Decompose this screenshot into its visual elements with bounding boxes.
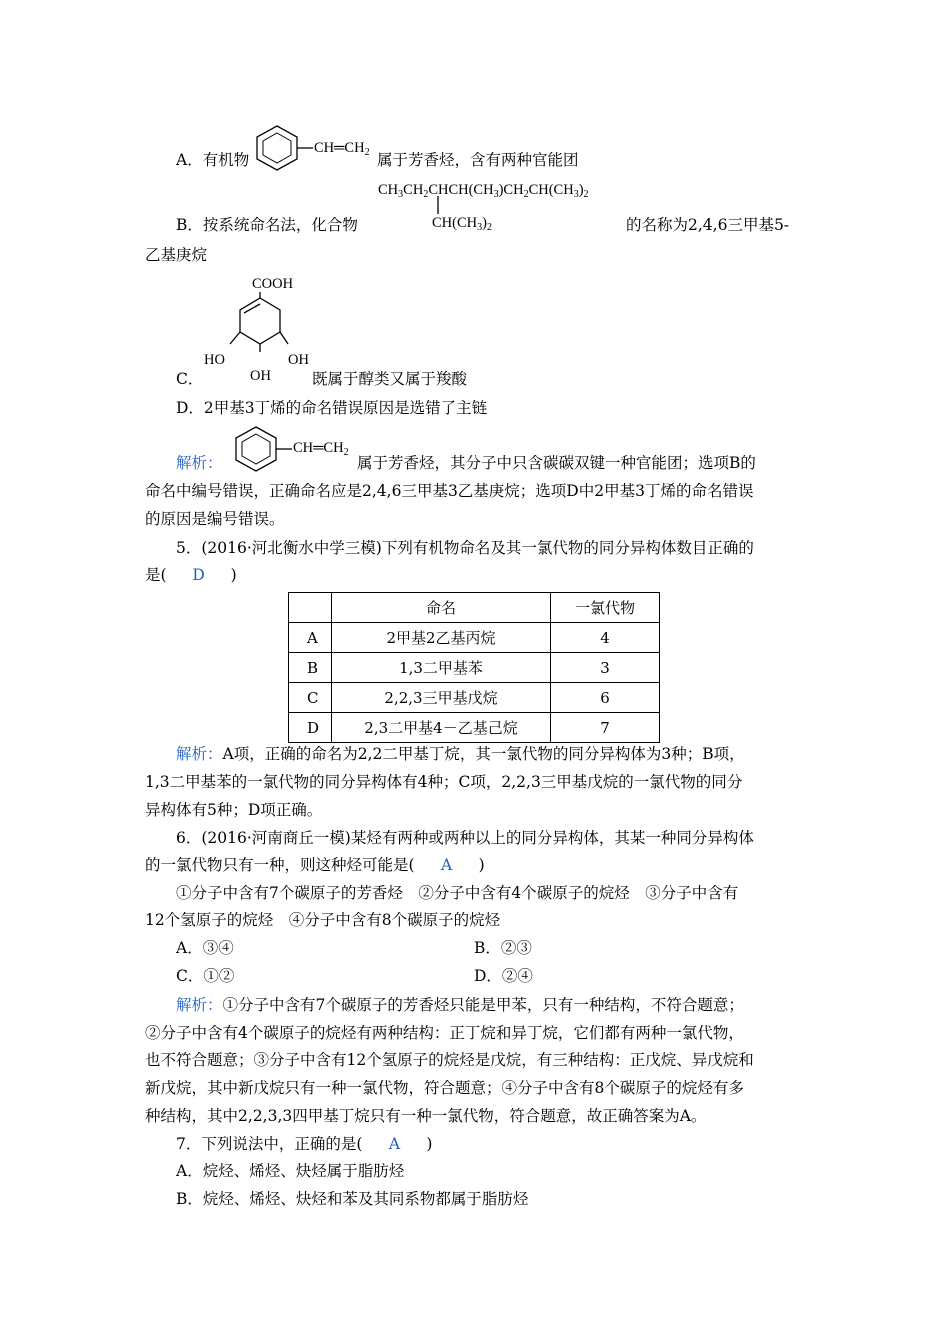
q4-option-b-text: B．按系统命名法，化合物: [176, 216, 358, 234]
q6-items-line-1: ①分子中含有7个碳原子的芳香烃 ②分子中含有4个碳原子的烷烃 ③分子中含有: [176, 884, 739, 902]
q6-analysis-line-1: 解析：①分子中含有7个碳原子的芳香烃只能是甲苯，只有一种结构，不符合题意；: [176, 996, 744, 1014]
q5-analysis-line-1: 解析：A项，正确的命名为2,2二甲基丁烷，其一氯代物的同分异构体为3种；B项，: [176, 745, 745, 763]
q6-option-b: B．②③: [474, 939, 532, 957]
q4-analysis-vinyl: $CH═CH_2$: [293, 440, 349, 458]
q6-option-a: A．③④: [176, 939, 234, 957]
styrene-structure-icon: [232, 425, 292, 477]
q4-analysis-line-1: 属于芳香烃，其分子中只含碳碳双键一种官能团；选项B的: [357, 454, 756, 472]
table-cell: 3: [551, 653, 660, 683]
table-header-row: [289, 593, 660, 623]
table-row: [289, 713, 660, 743]
table-cell: A: [289, 623, 332, 653]
q4-option-b-continuation: 乙基庚烷: [145, 246, 208, 264]
q5-options-table: [288, 592, 660, 743]
q4-analysis-line-2: 命名中编号错误，正确命名应是2,4,6三甲基3乙基庚烷；选项D中2甲基3丁烯的命名错误: [145, 482, 754, 500]
q7-stem: 7．下列说法中，正确的是( A ): [176, 1135, 433, 1153]
q6-analysis-line-2: ②分子中含有4个碳原子的烷烃有两种结构：正丁烷和异丁烷，它们都有两种一氯代物，: [145, 1024, 744, 1042]
table-cell: 7: [551, 713, 660, 743]
q7-answer: A: [388, 1135, 401, 1153]
branch-bond-icon: [436, 196, 440, 214]
q5-answer: D: [192, 566, 205, 584]
q4-option-b-main-chain: $CH_3CH_2CHCH(CH_3)CH_2CH(CH_3)_2$: [378, 182, 589, 200]
q4-option-c-oh-right: OH: [288, 352, 309, 368]
q6-analysis-line-5: 种结构，其中2,2,3,3四甲基丁烷只有一种一氯代物，符合题意，故正确答案为A。: [145, 1107, 707, 1125]
q4-option-c-cooh: COOH: [252, 276, 294, 292]
q5-analysis-label: 解析：: [176, 745, 223, 763]
table-cell: 2甲基2乙基丙烷: [332, 623, 551, 653]
q4-option-b-branch: $CH(CH_3)_2$: [432, 215, 492, 233]
q4-option-d: D．2甲基3丁烯的命名错误原因是选错了主链: [176, 399, 488, 417]
q4-option-c-oh-bottom: OH: [250, 368, 271, 384]
q4-option-a-vinyl: $CH═CH_2$: [314, 140, 370, 158]
q7-option-b: B．烷烃、烯烃、炔烃和苯及其同系物都属于脂肪烃: [176, 1190, 529, 1208]
q6-analysis-line-4: 新戊烷，其中新戊烷只有一种一氯代物，符合题意；④分子中含有8个碳原子的烷烃有多: [145, 1079, 744, 1097]
table-header-cell: 一氯代物: [551, 593, 660, 623]
table-cell: 1,3二甲基苯: [332, 653, 551, 683]
styrene-structure-icon: [253, 124, 313, 178]
q4-analysis-label: 解析：: [176, 454, 223, 472]
table-cell: 2,3二甲基4－乙基己烷: [332, 713, 551, 743]
table-header-cell: [289, 593, 332, 623]
q6-stem-line-1: 6．(2016·河南商丘一模)某烃有两种或两种以上的同分异构体，其某一种同分异构体: [176, 829, 754, 847]
table-header-cell: 命名: [332, 593, 551, 623]
q6-option-d: D．②④: [474, 967, 533, 985]
table-cell: D: [289, 713, 332, 743]
q4-analysis-line-3: 的原因是编号错误。: [145, 510, 285, 528]
q4-option-c-prefix: C．: [176, 370, 204, 388]
q6-stem-line-2: 的一氯代物只有一种，则这种烃可能是( A ): [145, 856, 485, 874]
table-cell: C: [289, 683, 332, 713]
table-row: [289, 653, 660, 683]
q6-option-c: C．①②: [176, 967, 235, 985]
table-cell: 2,2,3三甲基戊烷: [332, 683, 551, 713]
q4-option-c-text: 既属于醇类又属于羧酸: [312, 370, 468, 388]
q4-option-a-prefix: A．有机物: [176, 151, 250, 169]
q7-option-a: A．烷烃、烯烃、炔烃属于脂肪烃: [176, 1162, 405, 1180]
shikimic-acid-ring-icon: [230, 292, 290, 352]
q6-answer: A: [440, 856, 453, 874]
table-cell: 6: [551, 683, 660, 713]
table-row: [289, 623, 660, 653]
q4-option-c-ho: HO: [204, 352, 225, 368]
q4-option-a-text: 属于芳香烃，含有两种官能团: [377, 151, 579, 169]
q5-stem-line-1: 5．(2016·河北衡水中学三模)下列有机物命名及其一氯代物的同分异构体数目正确的: [176, 539, 754, 557]
q6-items-line-2: 12个氢原子的烷烃 ④分子中含有8个碳原子的烷烃: [145, 911, 501, 929]
q6-analysis-label: 解析：: [176, 996, 223, 1014]
q4-option-b-name: 的名称为2,4,6三甲基5-: [626, 216, 790, 234]
table-row: [289, 683, 660, 713]
q5-analysis-line-3: 异构体有5种；D项正确。: [145, 801, 323, 819]
q6-analysis-line-3: 也不符合题意；③分子中含有12个氢原子的烷烃是戊烷，有三种结构：正戊烷、异戊烷和: [145, 1051, 754, 1069]
q5-stem-line-2: 是( D ): [145, 566, 237, 584]
table-cell: 4: [551, 623, 660, 653]
q5-analysis-line-2: 1,3二甲基苯的一氯代物的同分异构体有4种；C项，2,2,3三甲基戊烷的一氯代物的同分: [145, 773, 743, 791]
table-cell: B: [289, 653, 332, 683]
